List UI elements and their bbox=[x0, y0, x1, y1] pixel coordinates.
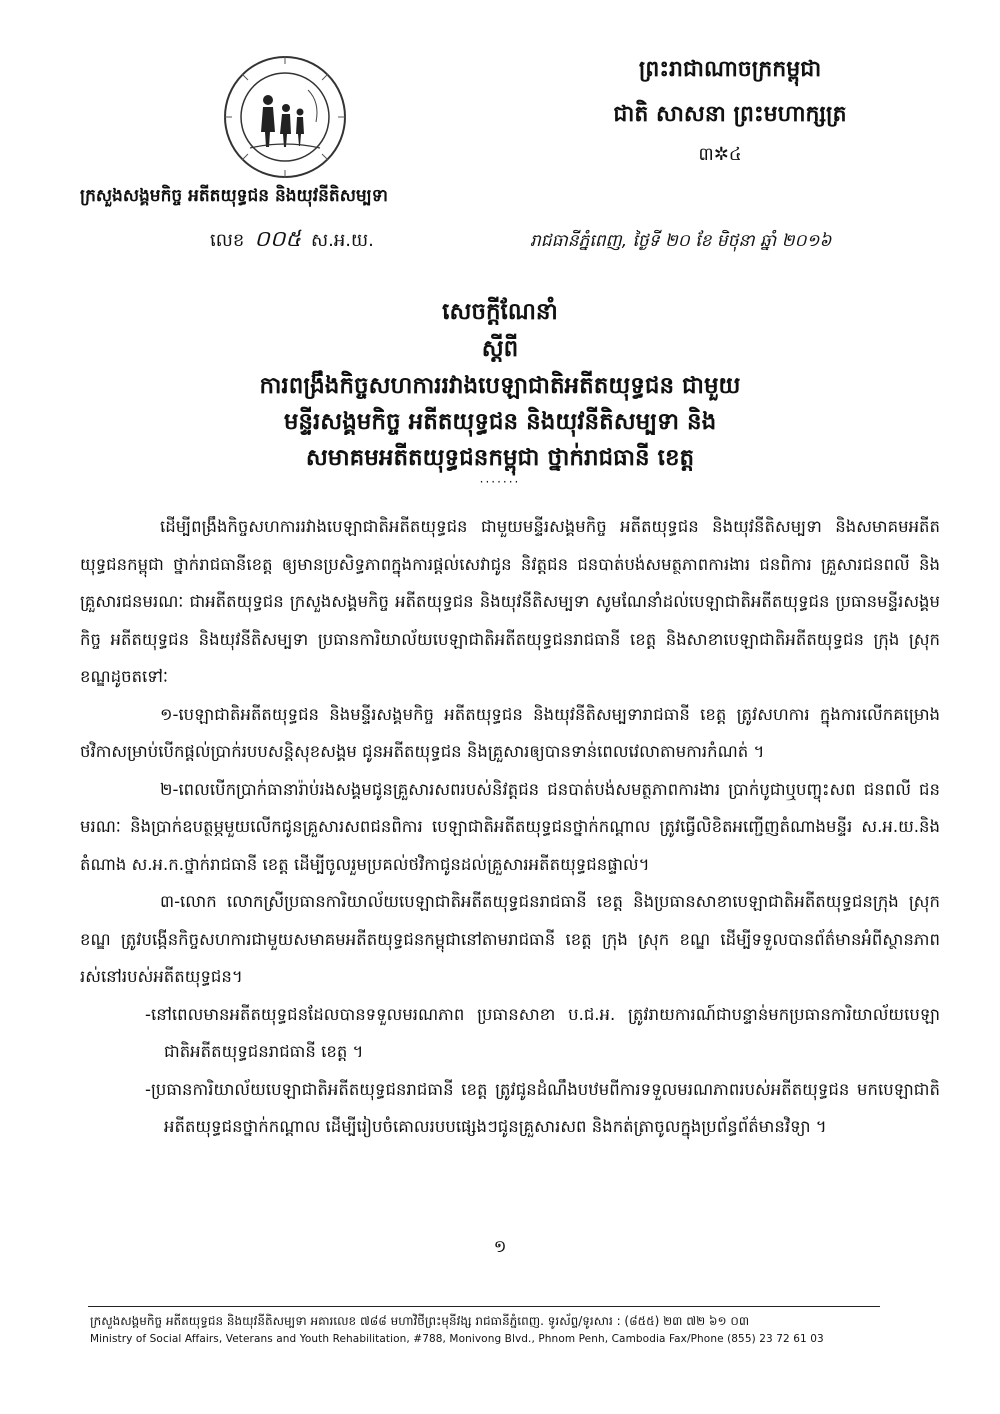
footer-address-english: Ministry of Social Affairs, Veterans and Youth Rehabilitation, #788, Monivong Blvd., Phnom Penh, Cambodia Fax/Phone (855) 23 72 61 03 bbox=[90, 1333, 824, 1345]
ministry-logo-seal bbox=[220, 52, 350, 182]
reference-prefix: លេខ bbox=[210, 230, 245, 251]
title-subject-line-2: មន្ទីរសង្គមកិច្ច អតីតយុទ្ធជន និងយុវនីតិសម្បទា និង bbox=[283, 409, 717, 435]
ornament-symbol: ៣✲៤ bbox=[698, 144, 742, 165]
footer-address-khmer: ក្រសួងសង្គមកិច្ច អតីតយុទ្ធជន និងយុវនីតិសម្បទា អគារលេខ ៧៨៨ មហាវិថីព្រះមុនីវង្ស រាជធានីភ្នំពេញ. ទូរស័ព្ទ/ទូរសារ : (៨៥៥) ២៣ ៧២ ៦១ ០៣ bbox=[90, 1314, 750, 1328]
sub-item-2-paragraph: -ប្រធានការិយាល័យបេឡាជាតិអតីតយុទ្ធជនរាជធានី ខេត្ត ត្រូវជូនដំណឹងបឋមពីការទទួលមរណភាពរបស់អតីតយុទ្ធជន មកបេឡាជាតិអតីតយុទ្ធជនថ្នាក់កណ្តាល ដើម្បីរៀបចំគោលរបបផ្សេងៗជូនគ្រួសារសព និងកត់ត្រាចូលក្នុងប្រព័ន្ធព័ត៌មានវិទ្យា ។ bbox=[145, 1079, 940, 1136]
sub-item-1-paragraph: -នៅពេលមានអតីតយុទ្ធជនដែលបានទទួលមរណភាព ប្រធានសាខា ប.ជ.អ. ត្រូវរាយការណ៍ជាបន្ទាន់មកប្រធានការិយាល័យបេឡាជាតិអតីតយុទ្ធជនរាជធានី ខេត្ត ។ bbox=[145, 1004, 940, 1061]
reference-number-line bbox=[210, 225, 374, 257]
footer-divider bbox=[88, 1306, 880, 1307]
intro-paragraph: ដើម្បីពង្រឹងកិច្ចសហការរវាងបេឡាជាតិអតីតយុទ្ធជន ជាមួយមន្ទីរសង្គមកិច្ច អតីតយុទ្ធជន និងយុវនីតិសម្បទា និងសមាគមអតីតយុទ្ធជនកម្ពុជា ថ្នាក់រាជធានីខេត្ត ឲ្យមានប្រសិទ្ធភាពក្នុងការផ្តល់សេវាជូន និវត្តជន ជនបាត់បង់សមត្ថភាពការងារ ជនពិការ គ្រួសារជនពលី និងគ្រួសារជនមរណៈ ជាអតីតយុទ្ធជន ក្រសួងសង្គមកិច្ច អតីតយុទ្ធជន និងយុវនីតិសម្បទា សូមណែនាំដល់បេឡាជាតិអតីតយុទ្ធជន ប្រធានមន្ទីរសង្គមកិច្ច អតីតយុទ្ធជន និងយុវនីតិសម្បទា ប្រធានការិយាល័យបេឡាជាតិអតីតយុទ្ធជនរាជធានី ខេត្ត និងសាខាបេឡាជាតិអតីតយុទ្ធជន ក្រុង ស្រុក ខណ្ឌដូចតទៅៈ bbox=[80, 517, 940, 686]
ministry-name: ក្រសួងសង្គមកិច្ច អតីតយុទ្ធជន និងយុវនីតិសម្បទា bbox=[80, 186, 388, 206]
reference-number: ០០៥ bbox=[254, 227, 302, 252]
kingdom-heading: ព្រះរាជាណាចក្រកម្ពុជា bbox=[638, 57, 822, 82]
page-number: ១ bbox=[493, 1237, 507, 1257]
reference-suffix: ស.អ.យ. bbox=[311, 230, 374, 251]
title-subject-line-3: សមាគមអតីតយុទ្ធជនកម្ពុជា ថ្នាក់រាជធានី ខេត្ត bbox=[305, 445, 695, 471]
title-regarding: ស្តីពី bbox=[481, 336, 519, 362]
item-2-paragraph: ២-ពេលបើកប្រាក់ធានារ៉ាប់រងសង្គមជូនគ្រួសារសពរបស់និវត្តជន ជនបាត់បង់សមត្ថភាពការងារ ប្រាក់បូជាឬបញ្ចុះសព ជនពលី ជនមរណៈ និងប្រាក់ឧបត្ថម្ភមួយលើកជូនគ្រួសារសពជនពិការ បេឡាជាតិអតីតយុទ្ធជនថ្នាក់កណ្តាល ត្រូវធ្វើលិខិតអញ្ជើញតំណាងមន្ទីរ ស.អ.យ.និងតំណាង ស.អ.ក.ថ្នាក់រាជធានី ខេត្ត ដើម្បីចូលរួមប្រគល់ថវិកាជូនដល់គ្រួសារអតីតយុទ្ធជនផ្ទាល់។ bbox=[80, 779, 940, 874]
title-separator: ······· bbox=[479, 475, 521, 489]
title-subject-line-1: ការពង្រឹងកិច្ចសហការរវាងបេឡាជាតិអតីតយុទ្ធជន ជាមួយ bbox=[259, 373, 741, 399]
title-instruction: សេចក្តីណែនាំ bbox=[442, 299, 558, 325]
item-3-paragraph: ៣-លោក លោកស្រីប្រធានការិយាល័យបេឡាជាតិអតីតយុទ្ធជនរាជធានី ខេត្ត និងប្រធានសាខាបេឡាជាតិអតីតយុទ្ធជនក្រុង ស្រុក ខណ្ឌ ត្រូវបង្កើនកិច្ចសហការជាមួយសមាគមអតីតយុទ្ធជនកម្ពុជានៅតាមរាជធានី ខេត្ត ក្រុង ស្រុក ខណ្ឌ ដើម្បីទទួលបានព័ត៌មានអំពីស្ថានភាពរស់នៅរបស់អតីតយុទ្ធជន។ bbox=[80, 892, 940, 986]
document-body bbox=[80, 508, 940, 1146]
national-motto: ជាតិ សាសនា ព្រះមហាក្សត្រ bbox=[613, 102, 847, 127]
document-date: រាជធានីភ្នំពេញ, ថ្ងៃទី ២០ ខែ មិថុនា ឆ្នាំ ២០១៦ bbox=[530, 231, 832, 251]
item-1-paragraph: ១-បេឡាជាតិអតីតយុទ្ធជន និងមន្ទីរសង្គមកិច្ច អតីតយុទ្ធជន និងយុវនីតិសម្បទារាជធានី ខេត្ត ត្រូវសហការ ក្នុងការលើកគម្រោងថវិកាសម្រាប់បើកផ្តល់ប្រាក់របបសន្តិសុខសង្គម ជូនអតីតយុទ្ធជន និងគ្រួសារឲ្យបានទាន់ពេលវេលាតាមការកំណត់ ។ bbox=[80, 704, 940, 761]
